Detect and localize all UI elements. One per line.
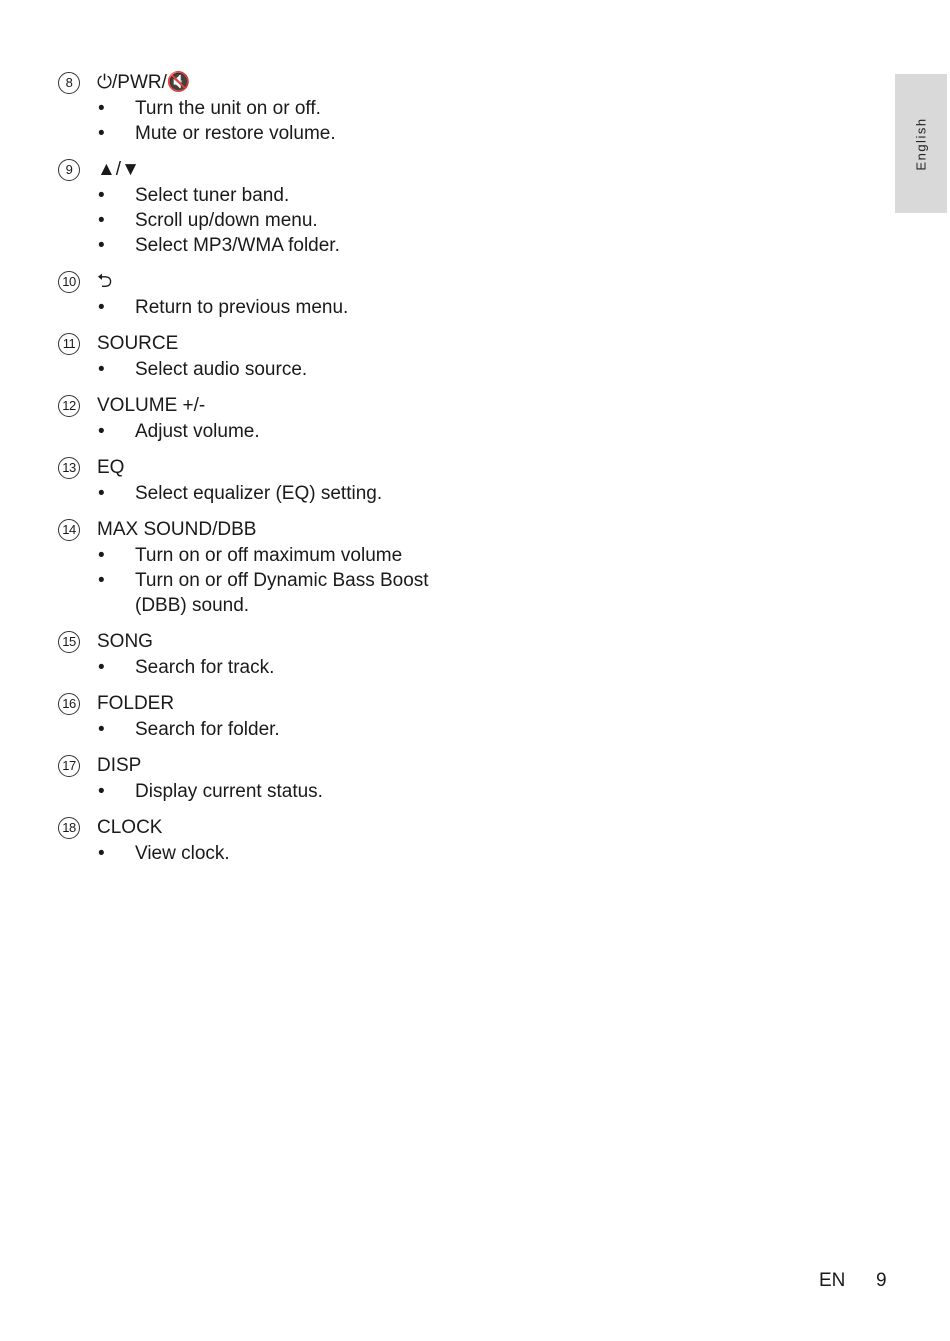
description-list [58,779,478,804]
control-item-header [58,516,478,543]
control-item-header [58,330,478,357]
description-item: • Display current status. [58,779,478,804]
control-item [58,392,478,444]
description-item: • Turn on or off Dynamic Bass Boost (DBB) sound. [58,568,478,618]
description-item: • Scroll up/down menu. [58,208,478,233]
item-number-badge: 10 [58,271,80,293]
control-item [58,628,478,680]
description-item: • Select MP3/WMA folder. [58,233,478,258]
control-item [58,156,478,258]
page-number: 9 [876,1270,887,1291]
item-number-badge: 8 [58,72,80,94]
control-name: ▲/▼ [97,159,140,180]
description-list [58,419,478,444]
description-item: • Search for folder. [58,717,478,742]
description-list [58,655,478,680]
control-name: ⮌ [97,271,113,292]
control-name: SONG [97,631,153,652]
control-item [58,330,478,382]
control-item-header [58,814,478,841]
description-item: • Mute or restore volume. [58,121,478,146]
control-name: FOLDER [97,693,175,714]
description-item: • Select equalizer (EQ) setting. [58,481,478,506]
control-name: VOLUME +/- [97,395,206,416]
language-side-tab [895,74,947,213]
control-item-header [58,454,478,481]
item-number-badge: 14 [58,519,80,541]
control-item-header [58,690,478,717]
description-item: • View clock. [58,841,478,866]
control-name: EQ [97,457,125,478]
item-number-badge: 15 [58,631,80,653]
description-list [58,96,478,146]
control-item-header [58,69,478,96]
control-item-header [58,752,478,779]
description-list [58,481,478,506]
control-item [58,69,478,146]
control-item [58,454,478,506]
control-name: CLOCK [97,817,163,838]
item-number-badge: 13 [58,457,80,479]
control-descriptions-list [58,69,478,876]
control-name: MAX SOUND/DBB [97,519,257,540]
item-number-badge: 18 [58,817,80,839]
description-item: • Select tuner band. [58,183,478,208]
control-item-header [58,268,478,295]
control-item-header [58,628,478,655]
description-item: • Select audio source. [58,357,478,382]
description-list [58,357,478,382]
control-item-header [58,392,478,419]
description-item: • Turn on or off maximum volume [58,543,478,568]
item-number-badge: 12 [58,395,80,417]
item-number-badge: 16 [58,693,80,715]
control-item [58,814,478,866]
description-list [58,295,478,320]
control-item [58,516,478,618]
control-name: ⏻/PWR/🔇 [97,72,191,93]
control-item [58,690,478,742]
item-number-badge: 9 [58,159,80,181]
footer-language-code: EN [819,1270,846,1291]
control-name: SOURCE [97,333,179,354]
description-item: • Turn the unit on or off. [58,96,478,121]
item-number-badge: 11 [58,333,80,355]
description-list [58,717,478,742]
description-list [58,841,478,866]
description-item: • Search for track. [58,655,478,680]
description-list [58,183,478,258]
description-list [58,543,478,618]
language-tab-label: English [913,116,929,171]
description-item: • Adjust volume. [58,419,478,444]
item-number-badge: 17 [58,755,80,777]
control-item-header [58,156,478,183]
control-item [58,268,478,320]
description-item: • Return to previous menu. [58,295,478,320]
control-name: DISP [97,755,142,776]
control-item [58,752,478,804]
